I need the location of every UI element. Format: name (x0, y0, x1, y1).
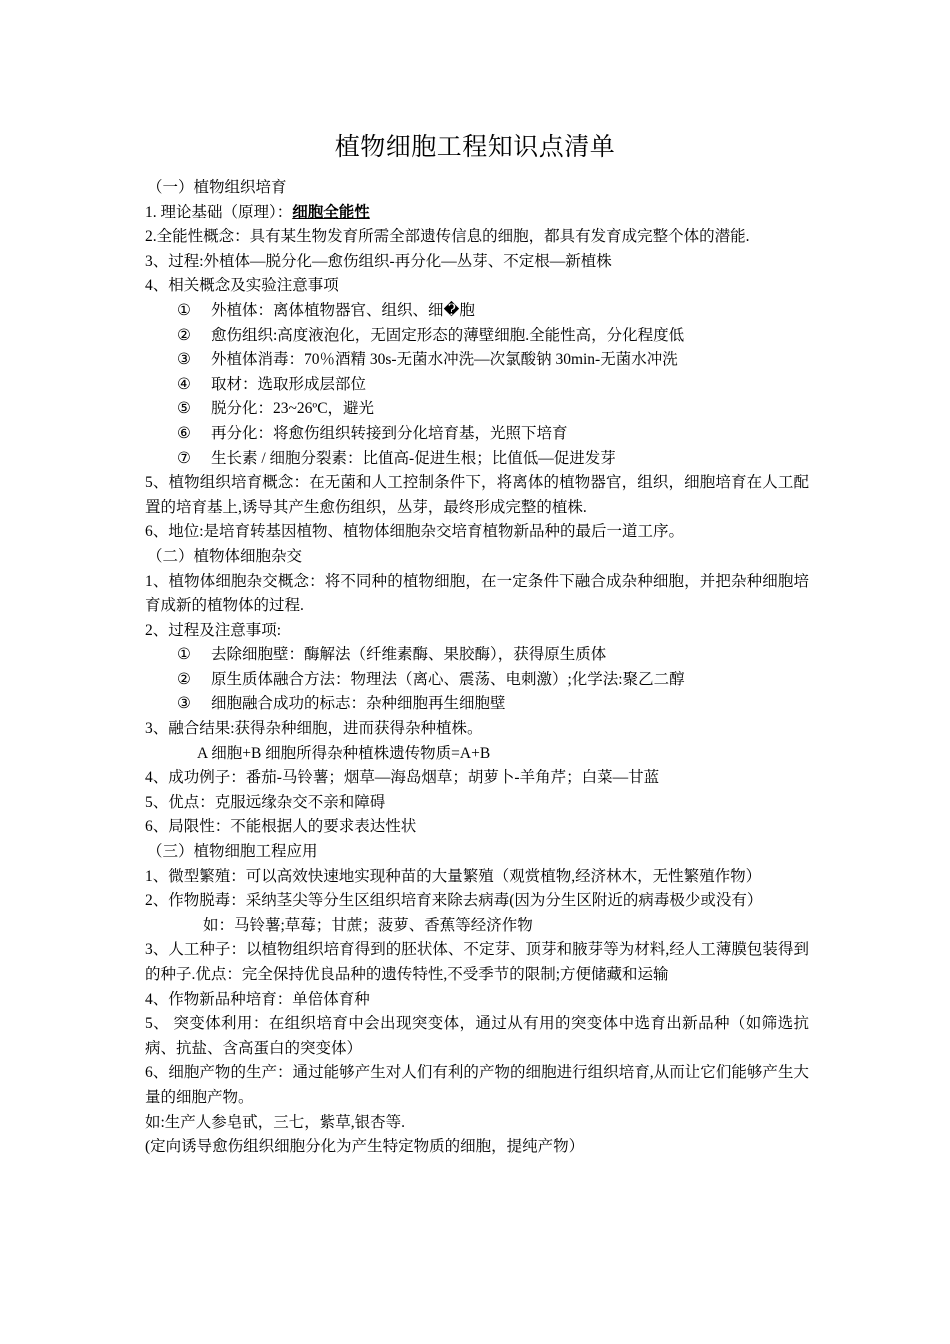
status-line: 6、地位:是培育转基因植物、植物体细胞杂交培育植物新品种的最后一道工序。 (145, 523, 685, 541)
list-item (145, 643, 809, 668)
list-item-text: 去除细胞壁：酶解法（纤维素酶、果胶酶），获得原生质体 (211, 646, 607, 664)
cell-product-paragraph: 6、细胞产物的生产：通过能够产生对人们有利的产物的细胞进行组织培育,从而让它们能够产生大量的细胞产物。 (145, 1064, 809, 1106)
related-concepts-line: 4、相关概念及实验注意事项 (145, 277, 339, 295)
list-item-number: ④ (177, 375, 191, 393)
list-item (145, 373, 809, 398)
new-variety-line: 4、作物新品种培育：单倍体育种 (145, 990, 370, 1008)
list-item-number: ③ (177, 695, 191, 713)
document-title: 植物细胞工程知识点清单 (334, 134, 616, 161)
theory-basis-label: 1. 理论基础（原理）： (145, 203, 293, 221)
list-item-number: ⑦ (177, 449, 191, 467)
list-item-number: ⑥ (177, 424, 191, 442)
tissue-culture-concept-paragraph: 5、植物组织培育概念：在无菌和人工控制条件下，将离体的植物器官，组织，细胞培育在人工配置的培育基上,诱导其产生愈伤组织，丛芽，最终形成完整的植株. (145, 474, 809, 516)
fusion-formula-line: A 细胞+B 细胞所得杂种植株遗传物质=A+B (197, 744, 491, 762)
list-item (145, 397, 809, 422)
success-examples-line: 4、成功例子：番茄-马铃薯；烟草—海岛烟草；胡萝卜-羊角芹；白菜—甘蓝 (145, 769, 660, 787)
advantages-line: 5、优点：克服远缘杂交不亲和障碍 (145, 793, 386, 811)
micropropagation-paragraph: 1、微型繁殖：可以高效快速地实现种苗的大量繁殖（观赏植物,经济林木，无性繁殖作物） (145, 867, 762, 885)
section-heading-applications: （三）植物细胞工程应用 (147, 843, 318, 861)
list-item (145, 447, 809, 472)
list-item-text: 取材：选取形成层部位 (211, 375, 367, 393)
theory-basis-line (145, 201, 809, 226)
list-item-text: 细胞融合成功的标志：杂种细胞再生细胞壁 (211, 695, 506, 713)
process-line: 3、过程:外植体—脱分化—愈伤组织-再分化—丛芽、不定根—新植株 (145, 252, 612, 270)
list-item-text: 再分化：将愈伤组织转接到分化培育基，光照下培育 (211, 424, 568, 442)
document-body (145, 176, 809, 1160)
list-item-number: ① (177, 301, 191, 319)
list-item (145, 299, 809, 324)
list-item-text: 外植体消毒：70％酒精 30s-无菌水冲洗—次氯酸钠 30min-无菌水冲洗 (211, 351, 678, 369)
section-heading-somatic-hybridization: （二）植物体细胞杂交 (147, 547, 303, 565)
cell-product-note-line: (定向诱导愈伤组织细胞分化为产生特定物质的细胞，提纯产物） (145, 1138, 585, 1156)
list-item-text: 愈伤组织:高度液泡化，无固定形态的薄壁细胞.全能性高，分化程度低 (211, 326, 685, 344)
list-item-number: ② (177, 670, 191, 688)
process-notes-line: 2、过程及注意事项: (145, 621, 282, 639)
list-item-text: 外植体：离体植物器官、组织、细�胞 (211, 301, 475, 319)
list-item-number: ③ (177, 351, 191, 369)
totipotency-concept-line: 2.全能性概念：具有某生物发育所需全部遗传信息的细胞，都具有发育成完整个体的潜能. (145, 228, 750, 246)
list-item-number: ⑤ (177, 400, 191, 418)
list-item (145, 668, 809, 693)
virus-free-examples-line: 如：马铃薯;草莓；甘蔗；菠萝、香蕉等经济作物 (203, 916, 533, 934)
list-item-text: 生长素 / 细胞分裂素：比值高-促进生根；比值低—促进发芽 (211, 449, 616, 467)
fusion-result-line: 3、融合结果:获得杂种细胞，进而获得杂种植株。 (145, 720, 483, 738)
hybridization-concept-paragraph: 1、植物体细胞杂交概念：将不同种的植物细胞，在一定条件下融合成杂种细胞，并把杂种细胞培育成新的植物体的过程. (145, 572, 809, 615)
list-item-number: ① (177, 646, 191, 664)
virus-free-paragraph: 2、作物脱毒：采纳茎尖等分生区组织培育来除去病毒(因为分生区附近的病毒极少或没有） (145, 892, 763, 910)
list-item (145, 422, 809, 447)
list-item-text: 脱分化：23~26ºC，避光 (211, 400, 375, 418)
list-item (145, 348, 809, 373)
mutant-use-paragraph: 5、 突变体利用：在组织培育中会出现突变体，通过从有用的突变体中选育出新品种（如筛选抗病、抗盐、含高蛋白的突变体） (145, 1015, 809, 1057)
cell-product-examples-line: 如:生产人参皂甙，三七，紫草,银杏等. (145, 1113, 406, 1131)
key-term-totipotency: 细胞全能性 (292, 203, 370, 221)
artificial-seed-paragraph: 3、人工种子：以植物组织培育得到的胚状体、不定芽、顶芽和腋芽等为材料,经人工薄膜包装得到的种子.优点：完全保持优良品种的遗传特性,不受季节的限制;方便储藏和运输 (145, 941, 809, 983)
list-item-text: 原生质体融合方法：物理法（离心、震荡、电刺激）;化学法:聚乙二醇 (211, 670, 685, 688)
list-item-number: ② (177, 326, 191, 344)
list-item (145, 324, 809, 349)
list-item (145, 692, 809, 717)
limitations-line: 6、局限性：不能根据人的要求表达性状 (145, 818, 417, 836)
section-heading-tissue-culture: （一）植物组织培育 (147, 179, 287, 196)
